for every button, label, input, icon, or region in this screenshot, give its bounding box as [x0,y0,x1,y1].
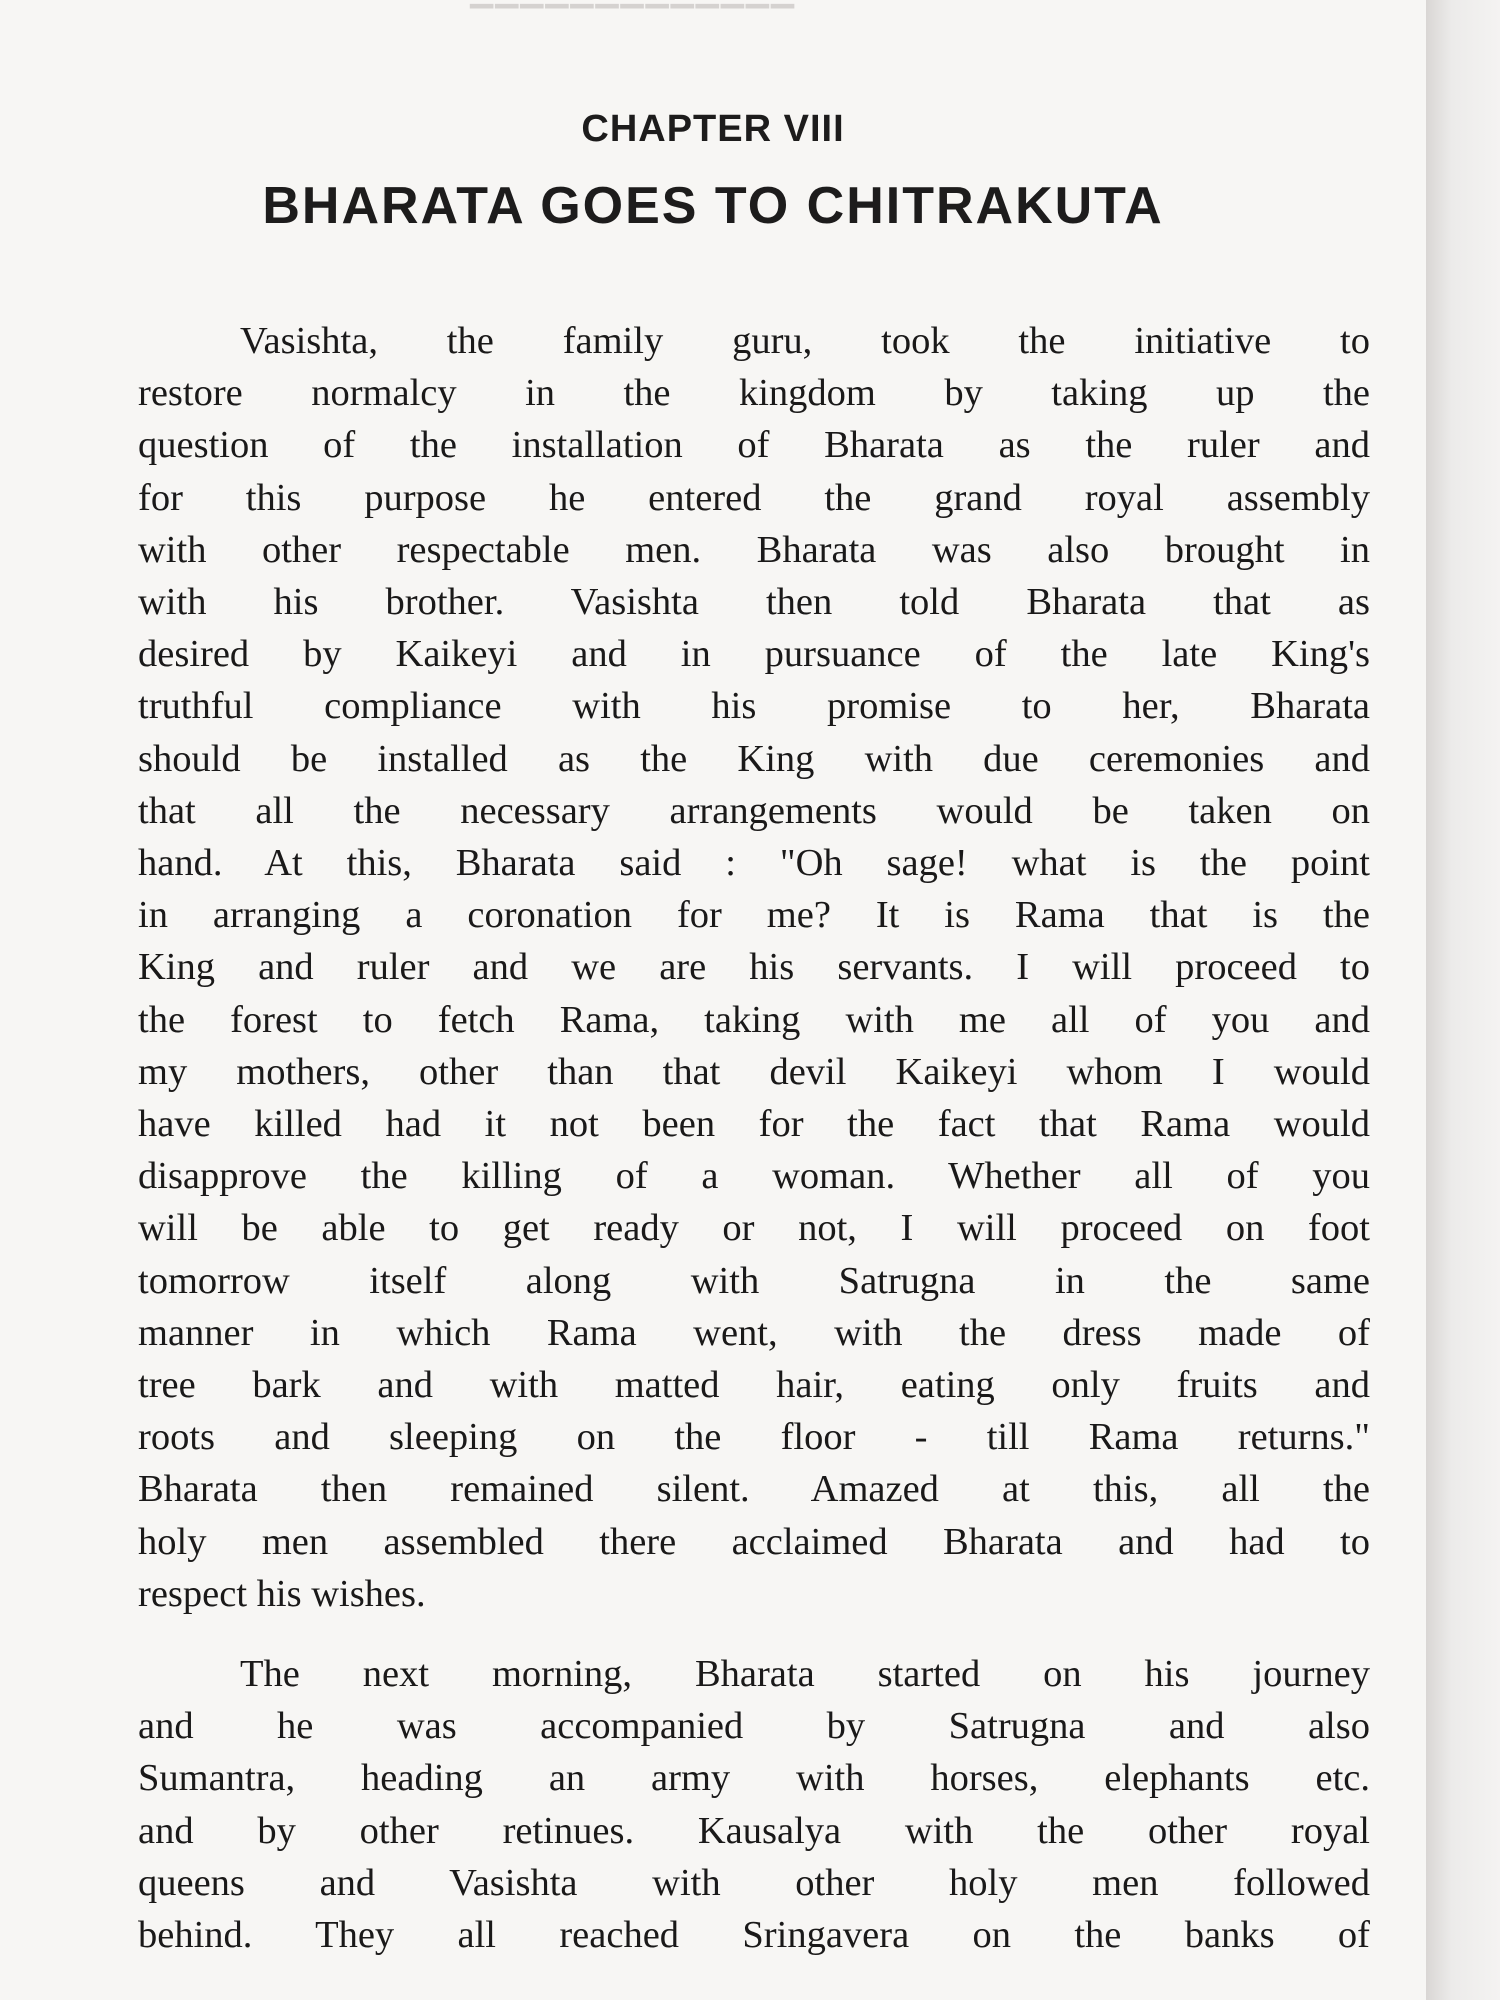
text-line: respect his wishes. [138,1572,426,1615]
chapter-title: BHARATA GOES TO CHITRAKUTA [262,177,1164,235]
text-line: for this purpose he entered the grand royal assembly [138,476,1370,519]
text-line: tomorrow itself along with Satrugna in the same [138,1259,1370,1302]
text-line: roots and sleeping on the floor - till Rama returns." [138,1416,1370,1459]
chapter-number: CHAPTER VIII [581,108,845,150]
text-line: Bharata then remained silent. Amazed at this, all the [138,1468,1370,1511]
text-line: tree bark and with matted hair, eating only fruits and [138,1364,1370,1407]
text-line: behind. They all reached Sringavera on the banks of [138,1914,1370,1957]
text-line: question of the installation of Bharata as the ruler and [138,424,1370,467]
text-line: disapprove the killing of a woman. Whether all of you [138,1155,1370,1198]
text-line: with his brother. Vasishta then told Bharata that as [138,581,1370,624]
text-line: hand. At this, Bharata said : "Oh sage! what is the point [138,842,1370,885]
text-line: will be able to get ready or not, I will proceed on foot [138,1207,1370,1250]
book-gutter-edge [1426,0,1500,2000]
text-line: in arranging a coronation for me? It is Rama that is the [138,894,1370,937]
text-line: the forest to fetch Rama, taking with me all of you and [138,998,1370,1041]
text-line: that all the necessary arrangements would be taken on [138,789,1370,832]
text-line: Sumantra, heading an army with horses, elephants etc. [138,1757,1370,1800]
text-line: The next morning, Bharata started on his journey [240,1653,1370,1696]
text-line: with other respectable men. Bharata was also brought in [138,528,1370,571]
text-line: my mothers, other than that devil Kaikeyi whom I would [138,1050,1370,1093]
text-line: Vasishta, the family guru, took the initiative to [240,320,1370,362]
text-line: manner in which Rama went, with the dress made of [138,1311,1370,1354]
chapter-body [138,315,1370,1961]
text-line: holy men assembled there acclaimed Bharata and had to [138,1520,1370,1563]
text-line: King and ruler and we are his servants. I will proceed to [138,946,1370,989]
text-line: queens and Vasishta with other holy men followed [138,1861,1370,1904]
text-line: truthful compliance with his promise to her, Bharata [138,685,1370,728]
text-line: and by other retinues. Kausalya with the other royal [138,1809,1370,1852]
reverse-side-bleed-header [470,0,796,9]
text-line: should be installed as the King with due ceremonies and [138,737,1370,780]
paragraph-2 [138,1648,1370,1961]
text-line: have killed had it not been for the fact that Rama would [138,1103,1370,1146]
text-line: restore normalcy in the kingdom by taking up the [138,372,1370,415]
text-line: and he was accompanied by Satrugna and also [138,1705,1370,1748]
text-line: desired by Kaikeyi and in pursuance of the late King's [138,633,1370,676]
paragraph-1 [138,315,1370,1620]
